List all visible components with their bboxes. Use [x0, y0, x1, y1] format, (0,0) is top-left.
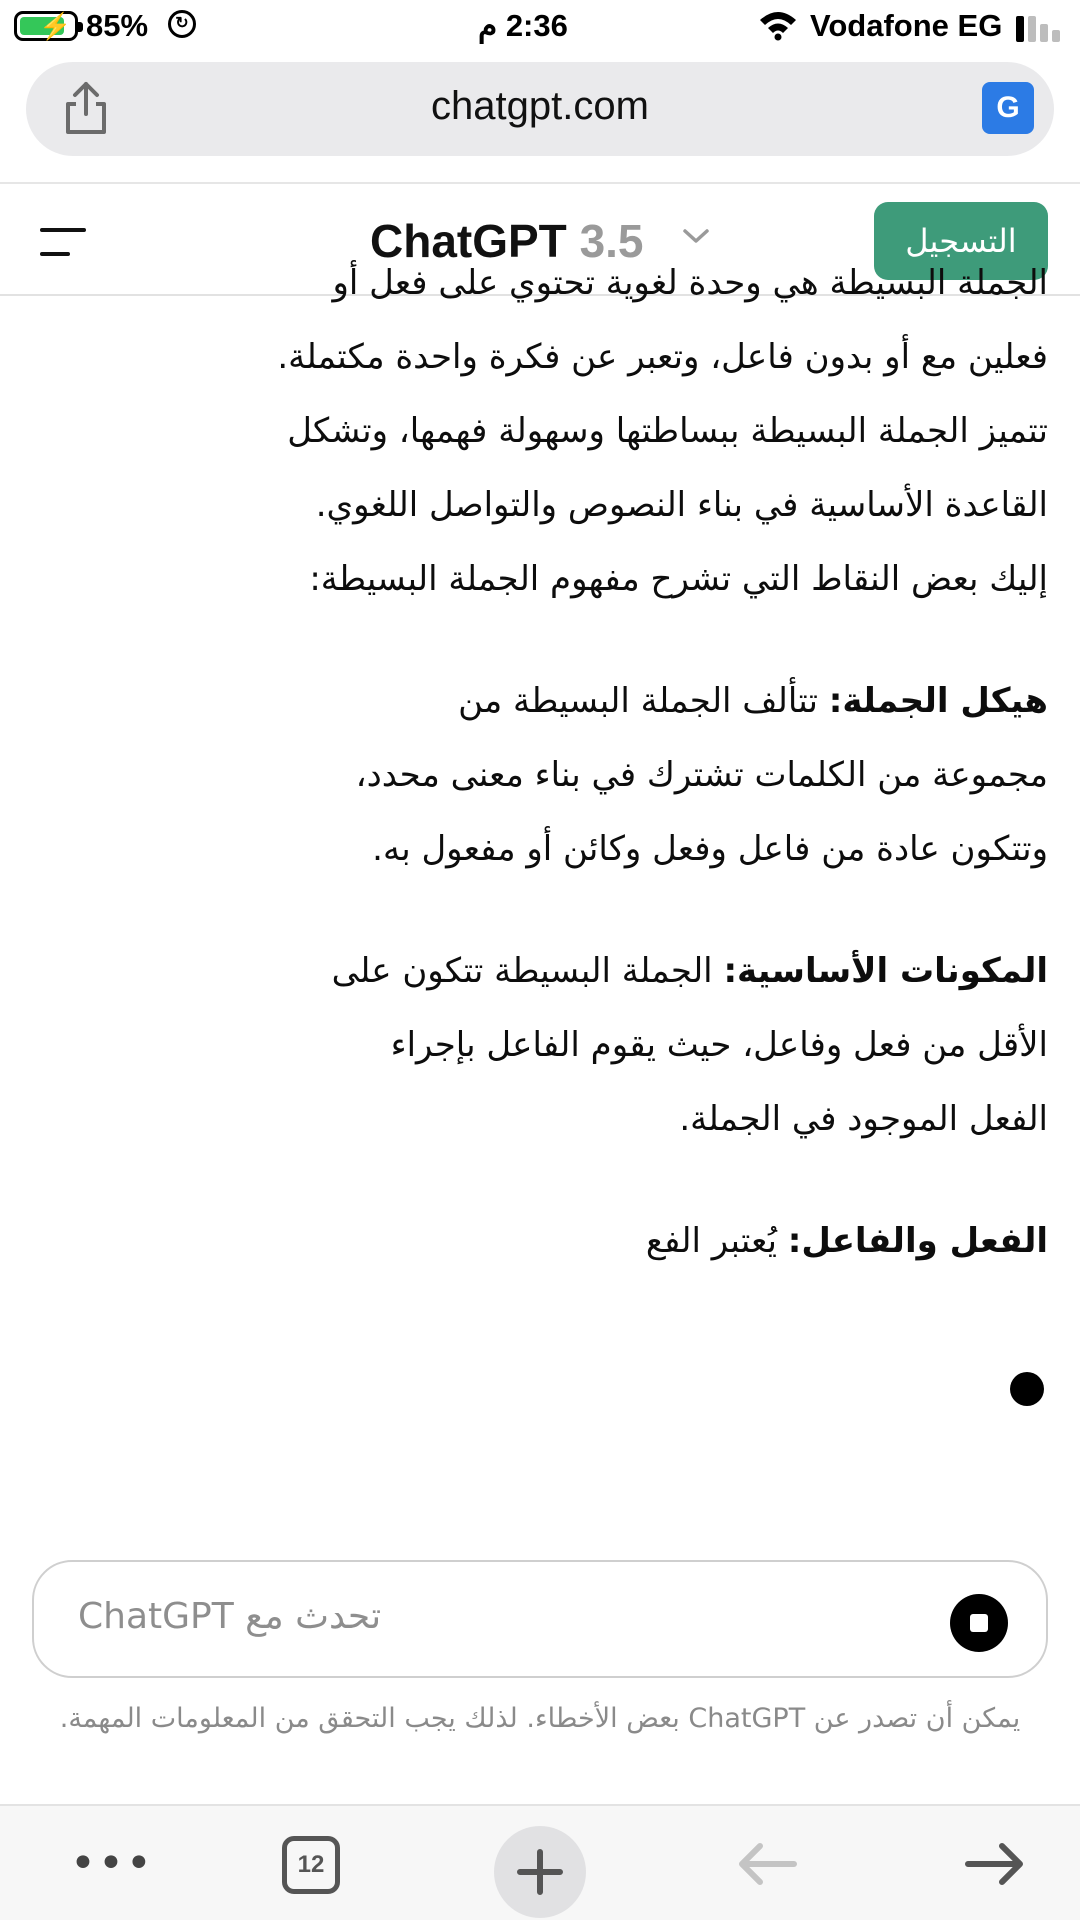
point-structure — [60, 664, 1048, 886]
message-line: فعلين مع أو بدون فاعل، وتعبر عن فكرة واحدة مكتملة. — [277, 337, 1048, 377]
message-line: الأقل من فعل وفاعل، حيث يقوم الفاعل بإجراء — [390, 1025, 1048, 1065]
status-bar — [0, 0, 1080, 56]
divider — [0, 182, 1080, 184]
back-arrow-icon[interactable] — [736, 1842, 798, 1890]
tab-count-button[interactable]: 12 — [282, 1836, 340, 1894]
message-line: وتتكون عادة من فاعل وفعل وكائن أو مفعول به. — [372, 829, 1048, 869]
rotation-lock-icon: ↻ — [168, 10, 196, 38]
new-tab-button[interactable] — [494, 1826, 586, 1918]
input-placeholder: تحدث مع ChatGPT — [78, 1596, 382, 1637]
more-icon[interactable]: ••• — [70, 1838, 154, 1889]
point-components — [60, 934, 1048, 1156]
point-heading: المكونات الأساسية: — [723, 951, 1048, 991]
message-line: الجملة البسيطة هي وحدة لغوية تحتوي على فعل أو — [332, 263, 1048, 303]
message-line: القاعدة الأساسية في بناء النصوص والتواصل اللغوي. — [315, 485, 1048, 525]
wifi-icon — [758, 10, 798, 48]
signup-button[interactable]: التسجيل — [874, 202, 1048, 280]
message-line: الجملة البسيطة تتكون على — [331, 951, 713, 991]
message-line: الفعل الموجود في الجملة. — [679, 1099, 1048, 1139]
stop-generating-button[interactable] — [950, 1594, 1008, 1652]
message-line: يُعتبر الفع — [645, 1221, 777, 1261]
signal-icon — [1016, 14, 1064, 52]
assistant-message — [60, 263, 1048, 1556]
battery-percentage: 85% — [86, 8, 149, 43]
address-bar[interactable] — [26, 62, 1054, 156]
point-heading: الفعل والفاعل: — [787, 1221, 1048, 1261]
carrier-name: Vodafone EG — [810, 8, 1003, 43]
message-line: تتميز الجملة البسيطة ببساطتها وسهولة فهمها، وتشكل — [287, 411, 1048, 451]
battery-icon: ⚡ — [14, 11, 78, 41]
app-title: ChatGPT — [370, 215, 567, 267]
disclaimer-text: يمكن أن تصدر عن ChatGPT بعض الأخطاء. لذلك يجب التحقق من المعلومات المهمة. — [59, 1703, 1021, 1734]
message-input[interactable] — [32, 1560, 1048, 1678]
message-line: مجموعة من الكلمات تشترك في بناء معنى محدد، — [355, 755, 1048, 795]
translate-icon[interactable]: G — [982, 82, 1034, 134]
point-heading: هيكل الجملة: — [828, 681, 1048, 721]
model-version: 3.5 — [579, 215, 644, 267]
typing-indicator — [1010, 1372, 1044, 1406]
message-line: تتألف الجملة البسيطة من — [458, 681, 818, 721]
stop-icon — [970, 1614, 988, 1632]
point-verb-subject — [60, 1204, 1048, 1278]
intro-paragraph — [60, 246, 1048, 616]
plus-icon — [494, 1826, 586, 1918]
clock: 2:36 م — [478, 8, 568, 43]
url-text[interactable]: chatgpt.com — [431, 84, 649, 128]
forward-arrow-icon[interactable] — [964, 1842, 1026, 1890]
browser-toolbar — [0, 1804, 1080, 1920]
message-line: إليك بعض النقاط التي تشرح مفهوم الجملة البسيطة: — [309, 559, 1048, 599]
